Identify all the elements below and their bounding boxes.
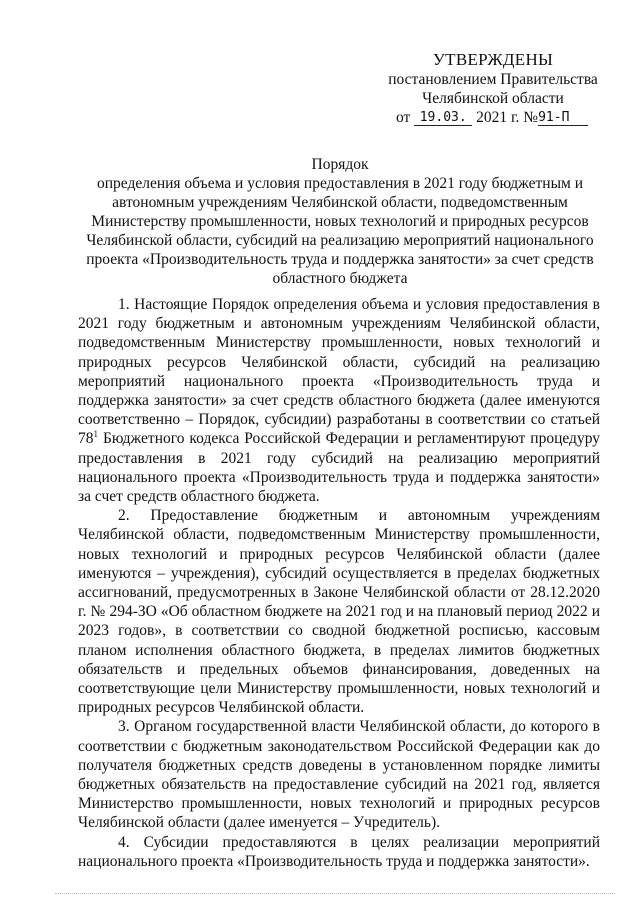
approval-heading: УТВЕРЖДЕНЫ [432, 50, 554, 69]
paragraph-1-text-b: Бюджетного кодекса Российской Федерации и регламентируют процедуру предоставления в 2021 году субсидий на реализацию мероприятий национального проекта «Производительность труда и поддержка занятости» за счет средств областного бюджета. [78, 430, 600, 506]
document-body [78, 295, 600, 871]
paragraph-4: 4. Субсидии предоставляются в целях реализации мероприятий национального проекта «Производительность труда и поддержка занятости». [78, 833, 600, 870]
approval-line-government: постановлением Правительства [388, 71, 598, 88]
title-line: областного бюджета [272, 270, 408, 287]
title-line: проекта «Производительность труда и поддержка занятости» за счет средств [86, 251, 594, 268]
approval-date-line [396, 108, 618, 127]
paragraph-3: 3. Органом государственной власти Челябинской области, до которого в соответствии с бюджетным законодательством Российской Федерации как до получателя бюджетных средств доведены в установленном порядке лимиты бюджетных обязательств на предоставление субсидий на 2021 год, является Министерство промышленности, новых технологий и природных ресурсов Челябинской области (далее именуется – Учредитель). [78, 718, 600, 832]
approval-line-region: Челябинской области [422, 90, 564, 107]
title-line: Министерству промышленности, новых технологий и природных ресурсов [91, 213, 589, 230]
paragraph-1-text-a: 1. Настоящие Порядок определения объема и условия предоставления в 2021 году бюджетным и автономным учреждениям Челябинской области, подведомственным Министерству промышленности, новых технологий и природных ресурсов Челябинской области, субсидий на реализацию мероприятий национального проекта «Производительность труда и поддержка занятости» за счет средств областного бюджета (далее именуются соответственно – Порядок, субсидии) разработаны в соответствии со статьей 78 [78, 296, 600, 448]
date-field: 19.03. [414, 111, 472, 126]
page-bottom-edge [55, 893, 615, 894]
title-line: Челябинской области, субсидий на реализацию мероприятий национального [86, 232, 594, 249]
date-prefix: от [396, 109, 411, 126]
document-number-field: 91-П [538, 111, 588, 126]
paragraph-1 [78, 295, 600, 506]
article-superscript: 1 [93, 429, 98, 440]
title-line: автономным учреждениям Челябинской области, подведомственным [112, 194, 568, 211]
document-title [80, 155, 600, 288]
title-line: определения объема и условия предоставления в 2021 году бюджетным и [96, 175, 583, 192]
paragraph-2: 2. Предоставление бюджетным и автономным учреждениям Челябинской области, подведомственным Министерству промышленности, новых технологий и природных ресурсов Челябинской области (далее именуются – учреждения), субсидий осуществляется в пределах бюджетных ассигнований, предусмотренных в Законе Челябинской области от 28.12.2020 г. № 294-ЗО «Об областном бюджете на 2021 год и на плановый период 2022 и 2023 годов», в соответствии со сводной бюджетной росписью, кассовым планом исполнения областного бюджета, в пределах лимитов бюджетных обязательств и предельных объемов финансирования, доведенных на соответствующие цели Министерству промышленности, новых технологий и природных ресурсов Челябинской области. [78, 507, 600, 717]
approval-block [368, 50, 618, 127]
title-word: Порядок [311, 156, 369, 173]
year-number-label: 2021 г. № [476, 109, 539, 126]
